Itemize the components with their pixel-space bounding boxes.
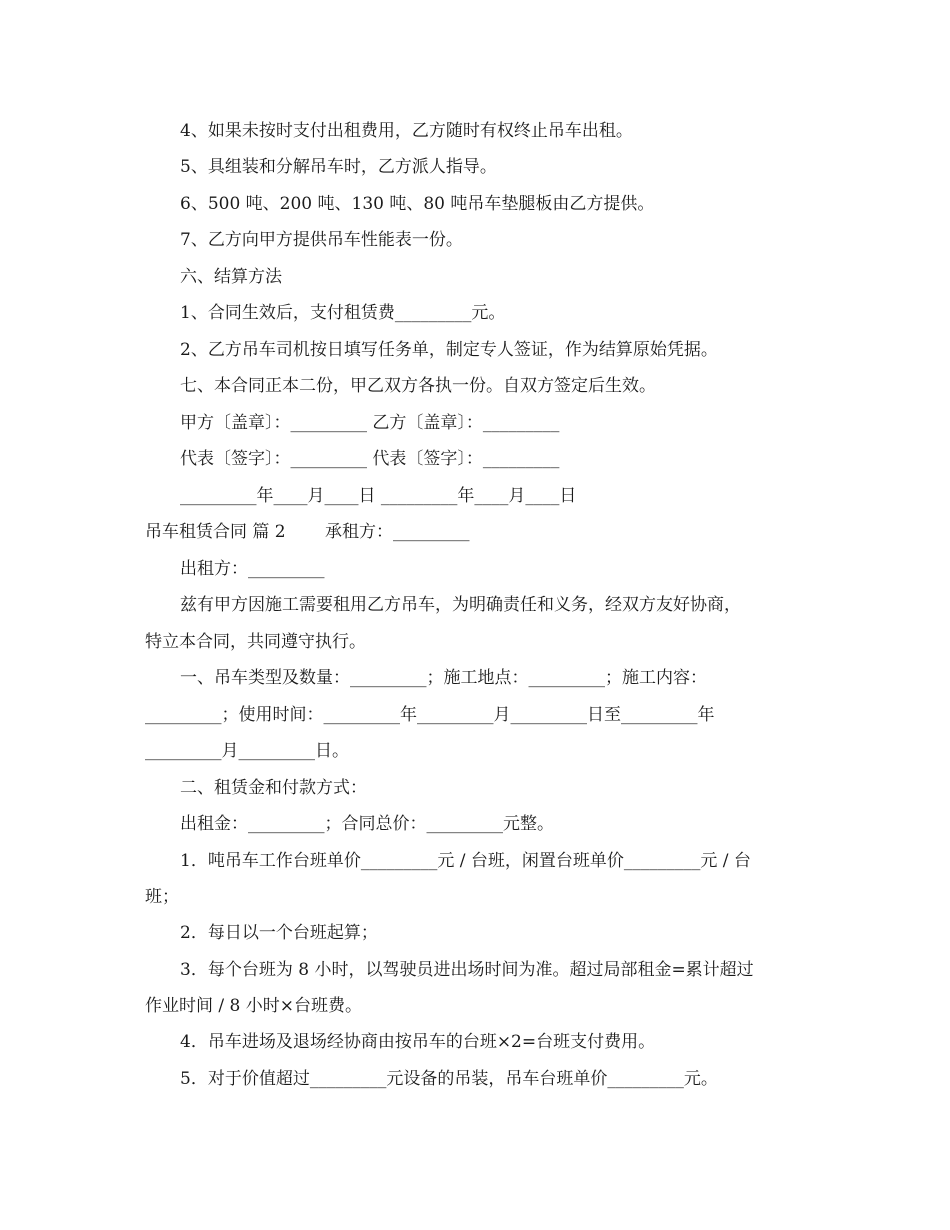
settlement-item-2: 2、乙方吊车司机按日填写任务单，制定专人签证，作为结算原始凭据。 — [180, 340, 718, 360]
contract-2-title: 吊车租赁合同 篇 2 承租方：_________ — [145, 522, 470, 542]
clause-5: 5、具组装和分解吊车时，乙方派人指导。 — [180, 157, 497, 177]
preamble-line-2: 特立本合同，共同遵守执行。 — [145, 632, 366, 652]
crane-type-line-3: _________月_________日。 — [145, 741, 349, 761]
signature-line: 代表〔签字〕：_________ 代表〔签字〕：_________ — [180, 449, 560, 469]
payment-item-1-line-1: 1．吨吊车工作台班单价_________元 / 台班，闲置台班单价_________元 / 台 — [180, 851, 751, 871]
clause-7: 7、乙方向甲方提供吊车性能表一份。 — [180, 230, 463, 250]
lessor-line: 出租方：_________ — [180, 559, 325, 579]
payment-item-5: 5．对于价值超过_________元设备的吊装，吊车台班单价_________元。 — [180, 1069, 718, 1089]
payment-item-3-line-1: 3．每个台班为 8 小时，以驾驶员进出场时间为准。超过局部租金=累计超过 — [180, 960, 754, 980]
crane-type-line-1: 一、吊车类型及数量：_________；施工地点：_________；施工内容： — [180, 668, 707, 688]
crane-type-line-2: _________；使用时间：_________年_________月_________日至_________年 — [145, 705, 715, 725]
section-heading-payment: 二、租赁金和付款方式： — [180, 778, 367, 798]
payment-item-1-line-2: 班； — [145, 887, 179, 907]
date-line: _________年____月____日 _________年____月____日 — [180, 486, 577, 506]
payment-item-2: 2．每日以一个台班起算； — [180, 923, 378, 943]
payment-item-3-line-2: 作业时间 / 8 小时×台班费。 — [145, 996, 362, 1016]
seal-line: 甲方〔盖章〕：_________ 乙方〔盖章〕：_________ — [180, 413, 560, 433]
rent-total-line: 出租金：_________；合同总价：_________元整。 — [180, 814, 554, 834]
settlement-item-1: 1、合同生效后，支付租赁费_________元。 — [180, 303, 506, 323]
section-heading-copies: 七、本合同正本二份，甲乙双方各执一份。自双方签定后生效。 — [180, 376, 656, 396]
clause-6: 6、500 吨、200 吨、130 吨、80 吨吊车垫腿板由乙方提供。 — [180, 194, 655, 214]
clause-4: 4、如果未按时支付出租费用，乙方随时有权终止吊车出租。 — [180, 121, 633, 141]
payment-item-4: 4．吊车进场及退场经协商由按吊车的台班×2=台班支付费用。 — [180, 1032, 656, 1052]
section-heading-settlement: 六、结算方法 — [180, 267, 282, 287]
preamble-line-1: 兹有甲方因施工需要租用乙方吊车，为明确责任和义务，经双方友好协商， — [180, 595, 741, 615]
